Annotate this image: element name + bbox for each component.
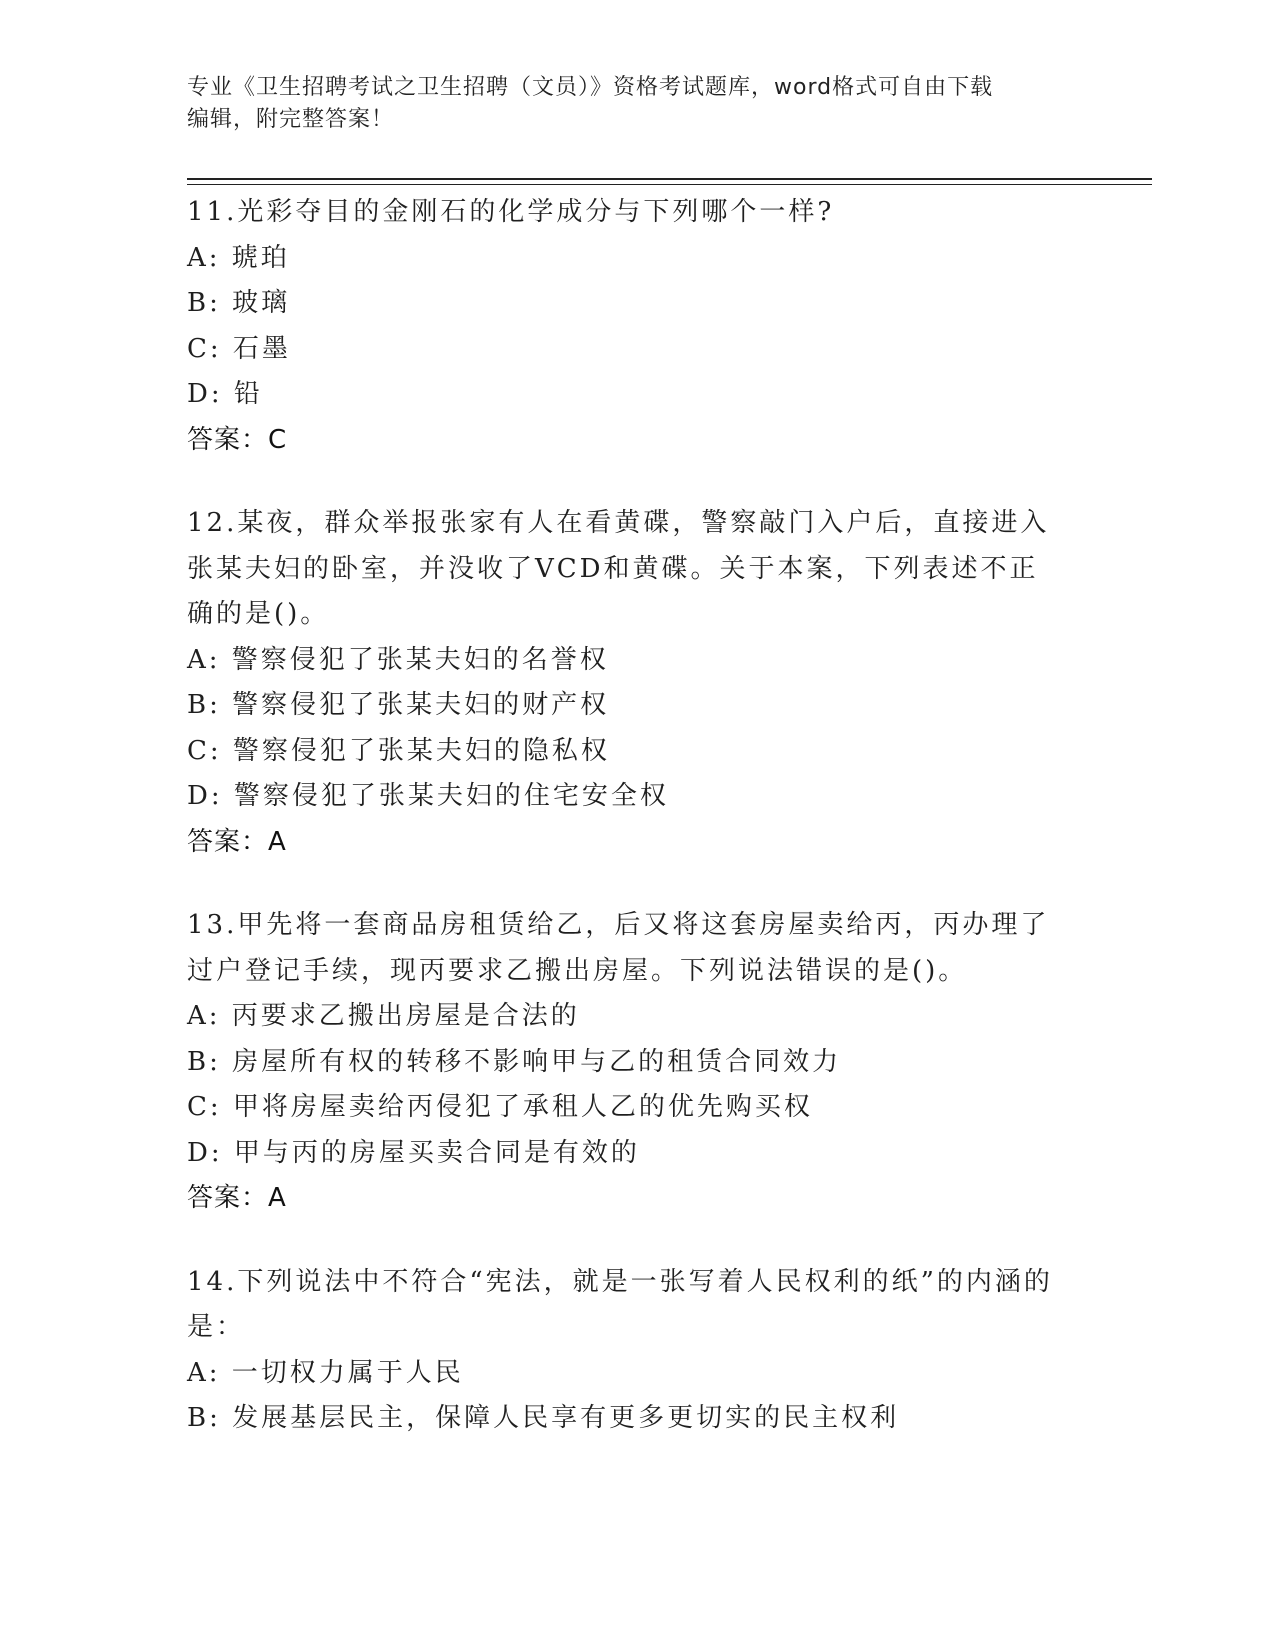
answer-label: 答案：C bbox=[187, 424, 288, 455]
question-list bbox=[187, 190, 1087, 1480]
answer-label: 答案：A bbox=[187, 826, 287, 857]
option-a: A: 丙要求乙搬出房屋是合法的 bbox=[187, 1001, 580, 1031]
header-line-2: 编辑，附完整答案！ bbox=[187, 107, 395, 132]
option-a: A: 一切权力属于人民 bbox=[187, 1357, 464, 1388]
question-14 bbox=[187, 1260, 1087, 1442]
option-c: C: 石墨 bbox=[187, 333, 291, 364]
question-stem: 11.光彩夺目的金刚石的化学成分与下列哪个一样? bbox=[187, 197, 835, 227]
option-a: A: 琥珀 bbox=[187, 242, 290, 273]
question-11 bbox=[187, 190, 1087, 463]
document-header bbox=[187, 72, 1087, 136]
question-12 bbox=[187, 501, 1087, 865]
option-b: B: 警察侵犯了张某夫妇的财产权 bbox=[187, 690, 610, 720]
option-d: D: 铅 bbox=[187, 379, 263, 409]
option-a: A: 警察侵犯了张某夫妇的名誉权 bbox=[187, 644, 609, 675]
option-c: C: 警察侵犯了张某夫妇的隐私权 bbox=[187, 735, 610, 766]
option-d: D: 甲与丙的房屋买卖合同是有效的 bbox=[187, 1137, 640, 1168]
header-line-1: 专业《卫生招聘考试之卫生招聘（文员）》资格考试题库，word格式可自由下载 bbox=[187, 75, 994, 100]
option-d: D: 警察侵犯了张某夫妇的住宅安全权 bbox=[187, 781, 669, 811]
answer-label: 答案：A bbox=[187, 1183, 287, 1213]
question-stem: 12.某夜，群众举报张家有人在看黄碟，警察敲门入户后，直接进入张某夫妇的卧室，并没收了VCD和黄碟。关于本案，下列表述不正确的是()。 bbox=[187, 508, 1050, 629]
question-13 bbox=[187, 903, 1087, 1222]
question-stem: 14.下列说法中不符合“宪法，就是一张写着人民权利的纸”的内涵的是： bbox=[187, 1266, 1053, 1342]
option-b: B: 发展基层民主，保障人民享有更多更切实的民主权利 bbox=[187, 1403, 900, 1433]
option-b: B: 玻璃 bbox=[187, 288, 291, 318]
header-divider-thin bbox=[187, 184, 1152, 185]
header-divider-thick bbox=[187, 178, 1152, 180]
option-b: B: 房屋所有权的转移不影响甲与乙的租赁合同效力 bbox=[187, 1046, 842, 1077]
option-c: C: 甲将房屋卖给丙侵犯了承租人乙的优先购买权 bbox=[187, 1092, 813, 1122]
question-stem: 13.甲先将一套商品房租赁给乙，后又将这套房屋卖给丙，丙办理了过户登记手续，现丙要求乙搬出房屋。下列说法错误的是()。 bbox=[187, 910, 1050, 986]
